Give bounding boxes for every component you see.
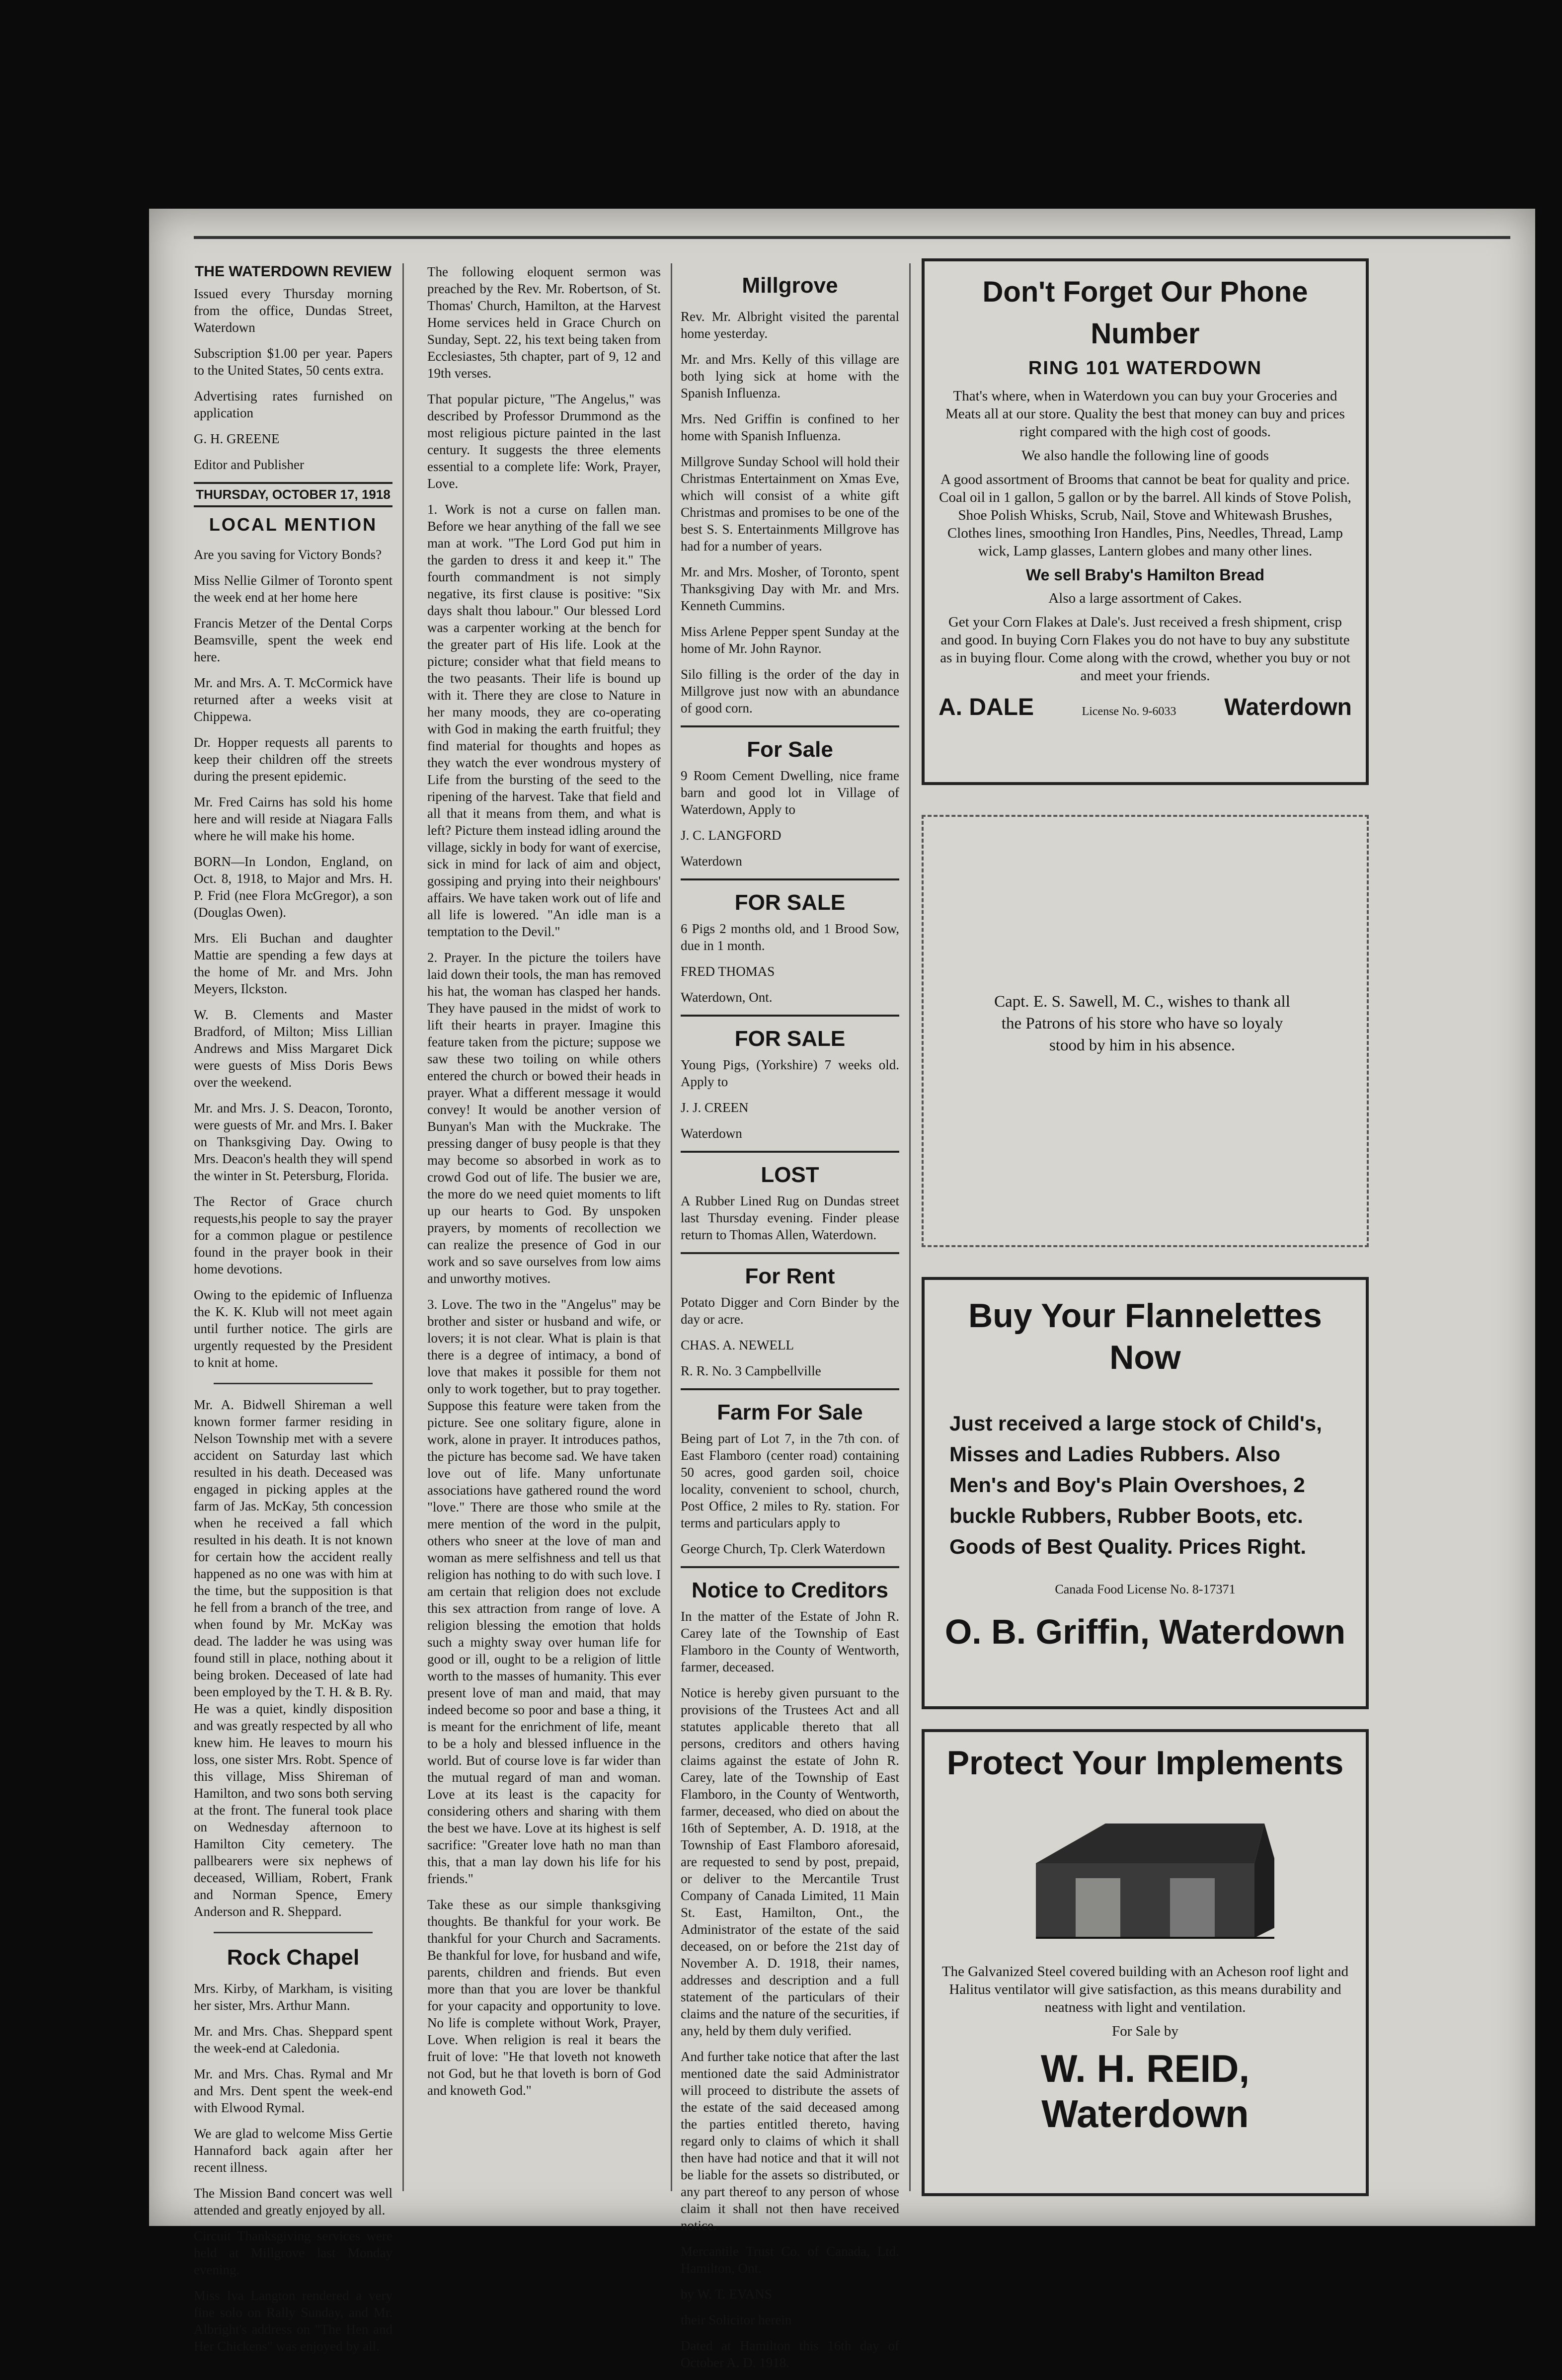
column-rule [671, 263, 672, 2191]
local-item: Mrs. Eli Buchan and daughter Mattie are spending a few days at the home of Mr. and Mrs. John Meyers, Ilckston. [194, 931, 392, 996]
creditors-notice [681, 1566, 899, 2371]
rock-chapel-item: We are glad to welcome Miss Gertie Hannaford back again after her recent illness. [194, 2126, 392, 2175]
classified-text: Potato Digger and Corn Binder by the day or acre. [681, 1295, 899, 1327]
creditors-trust: Mercantile Trust Co. of Canada, Ltd. Hamilton, Ont. [681, 2244, 899, 2276]
rock-chapel-item: Circuit Thanksgiving services were held at Millgrove last Monday evening. [194, 2228, 392, 2277]
ad-protect-footer: W. H. REID, Waterdown [1040, 2047, 1250, 2136]
local-item: Mr. and Mrs. A. T. McCormick have returned after a weeks visit at Chippewa. [194, 675, 392, 724]
ad-phone-town: Waterdown [1224, 694, 1352, 720]
ad-protect-for-sale: For Sale by [1112, 2023, 1178, 2039]
ad-phone-text: Get your Corn Flakes at Dale's. Just received a fresh shipment, crisp and good. In buying Corn Flakes you do not have to buy any substitute as in buying flour. Come along with the crowd, whether you buy or not and meet your friends. [940, 614, 1350, 684]
ad-phone-text: We also handle the following line of goods [1021, 448, 1269, 464]
ad-flannel-body: Just received a large stock of Child's, Misses and Ladies Rubbers. Also Men's and Boy's Plain Overshoes, 2 buckle Rubbers, Rubber Boots, etc. Goods of Best Quality. Prices Right. [949, 1412, 1322, 1558]
rock-chapel-heading: Rock Chapel [227, 1945, 360, 1970]
ad-protect-title: Protect Your Implements [946, 1744, 1344, 1782]
classified-ad [681, 1252, 899, 1379]
creditors-solicitor: their Solicitor herein [681, 2312, 792, 2327]
divider [214, 1932, 373, 1933]
classified-text: 9 Room Cement Dwelling, nice frame barn and good lot in Village of Waterdown, Apply to [681, 768, 899, 817]
ad-phone-footer [938, 694, 1352, 721]
classified-ad [681, 878, 899, 1006]
creditors-by: by W. T. EVANS [681, 2287, 772, 2301]
creditors-heading: Notice to Creditors [691, 1578, 889, 1602]
classified-name: J. C. LANGFORD [681, 828, 781, 843]
newspaper-page [149, 209, 1535, 2370]
column-1 [194, 263, 392, 2364]
local-item: Owing to the epidemic of Influenza the K. K. Klub will not meet again until further notice. The girls are urgently requested by the President to knit at home. [194, 1287, 392, 1370]
rock-chapel-item: Mr. and Mrs. Chas. Rymal and Mr and Mrs. Dent spent the week-end with Elwood Rymal. [194, 2066, 392, 2115]
local-mention-heading: LOCAL MENTION [209, 514, 378, 535]
classified-heading: LOST [761, 1163, 819, 1187]
millgrove-item: Mr. and Mrs. Mosher, of Toronto, spent Thanksgiving Day with Mr. and Mrs. Kenneth Cummins. [681, 564, 899, 613]
local-item: Dr. Hopper requests all parents to keep their children off the streets during the present epidemic. [194, 735, 392, 784]
masthead-subscription: Subscription $1.00 per year. Papers to the United States, 50 cents extra. [194, 346, 392, 378]
ad-thank-you-notice [922, 815, 1369, 1247]
local-item: Mr. and Mrs. J. S. Deacon, Toronto, were guests of Mr. and Mrs. I. Baker on Thanksgiving Day. Owing to Mrs. Deacon's health they will spend the winter in St. Petersburg, Florida. [194, 1101, 392, 1183]
rock-chapel-item: The Mission Band concert was well attended and greatly enjoyed by all. [194, 2186, 392, 2218]
issue-date: THURSDAY, OCTOBER 17, 1918 [194, 482, 392, 507]
top-rule [194, 236, 1510, 239]
classified-ad [681, 725, 899, 870]
steel-shed-illustration [1006, 1804, 1284, 1953]
sermon-paragraph: Take these as our simple thanksgiving thoughts. Be thankful for your work. Be thankful for your Church and Sacraments. Be thankful for love, for husband and wife, parents, children and friends. But even more than that you are lover be thankful for your capacity and opportunity to love. No life is complete without Work, Prayer, Love. When religion is real it bears the fruit of love: "He that loveth not knoweth not God, but he that loveth is born of God and knoweth God." [427, 1897, 661, 2098]
millgrove-item: Silo filling is the order of the day in Millgrove just now with an abundance of good corn. [681, 667, 899, 715]
ad-phone-ring: RING 101 WATERDOWN [1028, 358, 1262, 379]
obituary: Mr. A. Bidwell Shireman a well known former farmer residing in Nelson Township met with a severe accident on Saturday last which resulted in his death. Deceased was engaged in picking apples at the farm of Jas. McKay, 5th concession when he received a fall which resulted in his death. It is not known for certain how the accident really happened as no one was with him at the time, but the supposition is that he fell from a branch of the tree, and when found by Mr. McKay was dead. The ladder he was using was found still in place, nothing about it being broken. Deceased of late had been employed by the T. H. & B. Ry. He was a quiet, kindly disposition and was greatly respected by all who knew him. He leaves to mourn his loss, one sister Mrs. Robt. Spence of this village, Miss Shireman of Hamilton, and two sons both serving at the front. The funeral took place on Wednesday afternoon to Hamilton City cemetery. The pallbearers were six nephews of deceased, William, Robert, Frank and Norman Spence, Emery Anderson and R. Sheppard. [194, 1397, 392, 1919]
rock-chapel-item: Mr. and Mrs. Chas. Sheppard spent the week-end at Caledonia. [194, 2024, 392, 2056]
local-item: W. B. Clements and Master Bradford, of Milton; Miss Lillian Andrews and Miss Margaret Dick were guests of Miss Doris Bews over the weekend. [194, 1007, 392, 1090]
classified-heading: FOR SALE [734, 890, 846, 915]
ad-phone-title: Don't Forget Our Phone Number [982, 276, 1308, 350]
sermon-paragraph: 1. Work is not a curse on fallen man. Before we hear anything of the fall we see man at work. "The Lord God put him in the garden to dress it and keep it." The fourth commandment is not simply negative, its first clause is positive: "Six days shalt thou labour." Our blessed Lord was a carpenter working at the bench for the greater part of His life. Look at the picture; consider what that field means to the two peasants. Their life is bound up with it. There they are close to Nature in her many moods, they are co-operating with God in making the earth fruitful; they find material for thoughts and hopes as they watch the ever wondrous mystery of Life from the bursting of the seed to the ripening of the harvest. Take that field and all that it means from them, and what is left? Picture them instead idling around the village, sickly in body for want of exercise, sick in mind for lack of aim and object, gossiping and prying into their neighbours' affairs. We have taken work out of life and all life is lowered. "An idle man is a temptation to the Devil." [427, 502, 661, 939]
creditors-dated: Dated at Hamilton this 16th day of October A. D. 1918. [681, 2338, 899, 2370]
millgrove-item: Mrs. Ned Griffin is confined to her home with Spanish Influenza. [681, 411, 899, 443]
column-rule [402, 263, 404, 2191]
classified-place: Waterdown [681, 1126, 742, 1141]
ad-phone-name: A. DALE [938, 694, 1034, 720]
rock-chapel-item: Miss Iva Langton rendered a very fine solo on Rally Sunday, and Mr. Albright's address on "The Hen and Her Chickens" was enjoyed by all. [194, 2288, 392, 2354]
divider [214, 1383, 373, 1384]
column-rule [909, 263, 911, 2191]
masthead-editor-name: G. H. GREENE [194, 431, 280, 446]
classified-place: R. R. No. 3 Campbellville [681, 1363, 821, 1378]
millgrove-item: Mr. and Mrs. Kelly of this village are both lying sick at home with the Spanish Influenza. [681, 352, 899, 400]
local-item: Are you saving for Victory Bonds? [194, 547, 382, 562]
sermon-paragraph: 2. Prayer. In the picture the toilers have laid down their tools, the man has removed his hat, the woman has clasped her hands. They have paused in the midst of work to lift their hearts in prayer. Imagine this feature taken from the picture; suppose we saw these two toiling on while others entered the church or bowed their heads in prayer. What a different message it would convey! It would be another version of Bunyan's Man with the Muckrake. The pressing danger of busy people is that they may become so absorbed in work as to crowd God out of life. The busier we are, the more do we need quiet moments to lift up our hearts to God. By unspoken prayers, by moments of recollection we can realize the presence of God in our work and so save ourselves from low aims and unworthy motives. [427, 950, 661, 1286]
classified-heading: For Rent [745, 1264, 835, 1288]
classified-place: Waterdown [681, 854, 742, 869]
classified-heading: FOR SALE [734, 1027, 846, 1051]
classified-ad [681, 1015, 899, 1142]
millgrove-heading: Millgrove [742, 273, 838, 298]
classified-text: 6 Pigs 2 months old, and 1 Brood Sow, due in 1 month. [681, 921, 899, 953]
local-item: Mr. Fred Cairns has sold his home here and will reside at Niagara Falls where he will make his home. [194, 794, 392, 843]
classified-text: Being part of Lot 7, in the 7th con. of East Flamboro (center road) containing 50 acres, good garden soil, choice locality, convenient to school, church, Post Office, 2 miles to Ry. station. For terms and particulars apply to [681, 1431, 899, 1530]
classified-name: FRED THOMAS [681, 964, 775, 979]
ad-phone-text: A good assortment of Brooms that cannot be beat for quality and price. Coal oil in 1 gallon, 5 gallon or by the barrel. All kinds of Stove Polish, Shoe Polish Whisks, Scrub, Nail, Stove and Whitewash Brushes, Clothes lines, smoothing Iron Handles, Pins, Needles, Thread, Lamp wick, Lamp glasses, Lantern globes and many other lines. [939, 472, 1351, 559]
ad-flannelettes [922, 1277, 1369, 1709]
local-item: BORN—In London, England, on Oct. 8, 1918, to Major and Mrs. H. P. Frid (nee Flora McGregor), a son (Douglas Owen). [194, 854, 392, 920]
classified-ad [681, 1151, 899, 1243]
classified-name: J. J. CREEN [681, 1100, 749, 1115]
ad-phone-license: License No. 9-6033 [1082, 705, 1176, 718]
local-item: The Rector of Grace church requests,his people to say the prayer for a common plague or pestilence found in the prayer book in their home devotions. [194, 1194, 392, 1276]
classified-heading: Farm For Sale [717, 1400, 863, 1425]
ad-phone-text: That's where, when in Waterdown you can buy your Groceries and Meats all at our store. Quality the best that money can buy and prices right compared with the high cost of goods. [945, 388, 1345, 440]
ad-flannel-footer: O. B. Griffin, Waterdown [944, 1612, 1346, 1651]
local-item: Francis Metzer of the Dental Corps Beamsville, spent the week end here. [194, 616, 392, 664]
local-item: Miss Nellie Gilmer of Toronto spent the week end at her home here [194, 573, 392, 605]
ad-flannel-license: Canada Food License No. 8-17371 [1055, 1582, 1236, 1596]
creditors-paragraph: In the matter of the Estate of John R. Carey late of the Township of East Flamboro in the County of Wentworth, farmer, deceased. [681, 1609, 899, 1674]
ad-flannel-title: Buy Your Flannelettes Now [968, 1297, 1322, 1376]
classified-text: Young Pigs, (Yorkshire) 7 weeks old. Apply to [681, 1057, 899, 1089]
classified-name: George Church, Tp. Clerk Waterdown [681, 1541, 885, 1556]
ad-phone-cakes: Also a large assortment of Cakes. [1048, 590, 1242, 606]
sermon-paragraph: The following eloquent sermon was preached by the Rev. Mr. Robertson, of St. Thomas' Church, Hamilton, at the Harvest Home services held in Grace Church on Sunday, Sept. 22, his text being taken from Ecclesiastes, 5th chapter, part of 9, 12 and 19th verses. [427, 264, 661, 381]
column-2 [427, 263, 661, 2108]
creditors-paragraph: And further take notice that after the last mentioned date the said Administrator will proceed to distribute the assets of the estate of the said deceased among the parties entitled thereto, having regard only to claims of which it shall then have had notice and that it will not be liable for the assets so distributed, or any part thereof to any person of whose claim it shall not then have received notice. [681, 2049, 899, 2233]
ad-protect-body: The Galvanized Steel covered building with an Acheson roof light and Halitus ventilator will give satisfaction, as this means durability and neatness with light and ventilation. [941, 1964, 1349, 2015]
sermon-paragraph: 3. Love. The two in the "Angelus" may be brother and sister or husband and wife, or lovers; it is not clear. What is plain is that there is a degree of intimacy, a bond of love that makes it possible for them not only to work together, but to pray together. Suppose this feature were taken from the picture. See one solitary figure, alone in work, alone in prayer. It introduces pathos, the picture has become sad. We have taken love out of life. Many unfortunate associations have gathered round the word "love." There are those who smile at the mere mention of the word in the pulpit, others who sneer at the love of man and woman as mere selfishness and tell us that religion has nothing to do with such love. I am certain that religion does not exclude this sex attraction from range of love. A religion blessing the emotion that holds such a mighty sway over human life for good or ill, ought to be a religion of little worth to the masses of humanity. This ever present love of man and maid, that may indeed become so poor and base a thing, it is meant for the enrichment of life, meant to be a holy and blessed influence in the world. But of course love is far wider than the mutual regard of man and woman. Love at its least is the capacity for considering others and sharing with them the best we have. Love at its highest is self sacrifice: "Greater love hath no man than this, that a man lay down his life for his friends." [427, 1297, 661, 1886]
ad-protect-implements [922, 1729, 1369, 2196]
rock-chapel-item: Mrs. Kirby, of Markham, is visiting her sister, Mrs. Arthur Mann. [194, 1981, 392, 2013]
masthead-editor-title: Editor and Publisher [194, 457, 304, 472]
millgrove-item: Rev. Mr. Albright visited the parental home yesterday. [681, 309, 899, 341]
masthead-issued: Issued every Thursday morning from the office, Dundas Street, Waterdown [194, 286, 392, 335]
classified-text: A Rubber Lined Rug on Dundas street last Thursday evening. Finder please return to Thomas Allen, Waterdown. [681, 1193, 899, 1242]
classified-place: Waterdown, Ont. [681, 990, 773, 1005]
ad-phone-number [922, 258, 1369, 785]
creditors-paragraph: Notice is hereby given pursuant to the provisions of the Trustees Act and all statutes applicable thereto that all persons, creditors and others having claims against the estate of John R. Carey, late of the Township of East Flamboro, in the County of Wentworth, farmer, deceased, who died on about the 16th of September, A. D. 1918, at the Township of East Flamboro aforesaid, are requested to send by post, prepaid, or deliver to the Mercantile Trust Company of Canada Limited, 11 Main St. East, Hamilton, Ont., the Administrator of the estate of the said deceased, on or before the 21st day of November A. D. 1918, their names, addresses and description and a full statement of the particulars of their claims and the nature of the securities, if any, held by them duly verified. [681, 1685, 899, 2038]
classified-name: CHAS. A. NEWELL [681, 1338, 794, 1352]
ad-phone-bread: We sell Braby's Hamilton Bread [1025, 566, 1265, 584]
ad-notice-text: Capt. E. S. Sawell, M. C., wishes to thank all the Patrons of his store who have so loyaly stood by him in his absence. [994, 993, 1290, 1054]
classified-ad [681, 1388, 899, 1557]
masthead-title: THE WATERDOWN REVIEW [194, 263, 392, 280]
masthead-advertising: Advertising rates furnished on application [194, 389, 392, 420]
millgrove-item: Miss Arlene Pepper spent Sunday at the home of Mr. John Raynor. [681, 624, 899, 656]
column-3 [681, 263, 899, 2380]
classified-heading: For Sale [747, 737, 833, 762]
sermon-paragraph: That popular picture, "The Angelus," was described by Professor Drummond as the most religious picture painted in the last century. It suggests the three elements essential to a complete life: Work, Prayer, Love. [427, 392, 661, 491]
millgrove-item: Millgrove Sunday School will hold their Christmas Entertainment on Xmas Eve, which will consist of a white gift Christmas and promises to be one of the best S. S. Entertainments Millgrove has had for a number of years. [681, 454, 899, 554]
